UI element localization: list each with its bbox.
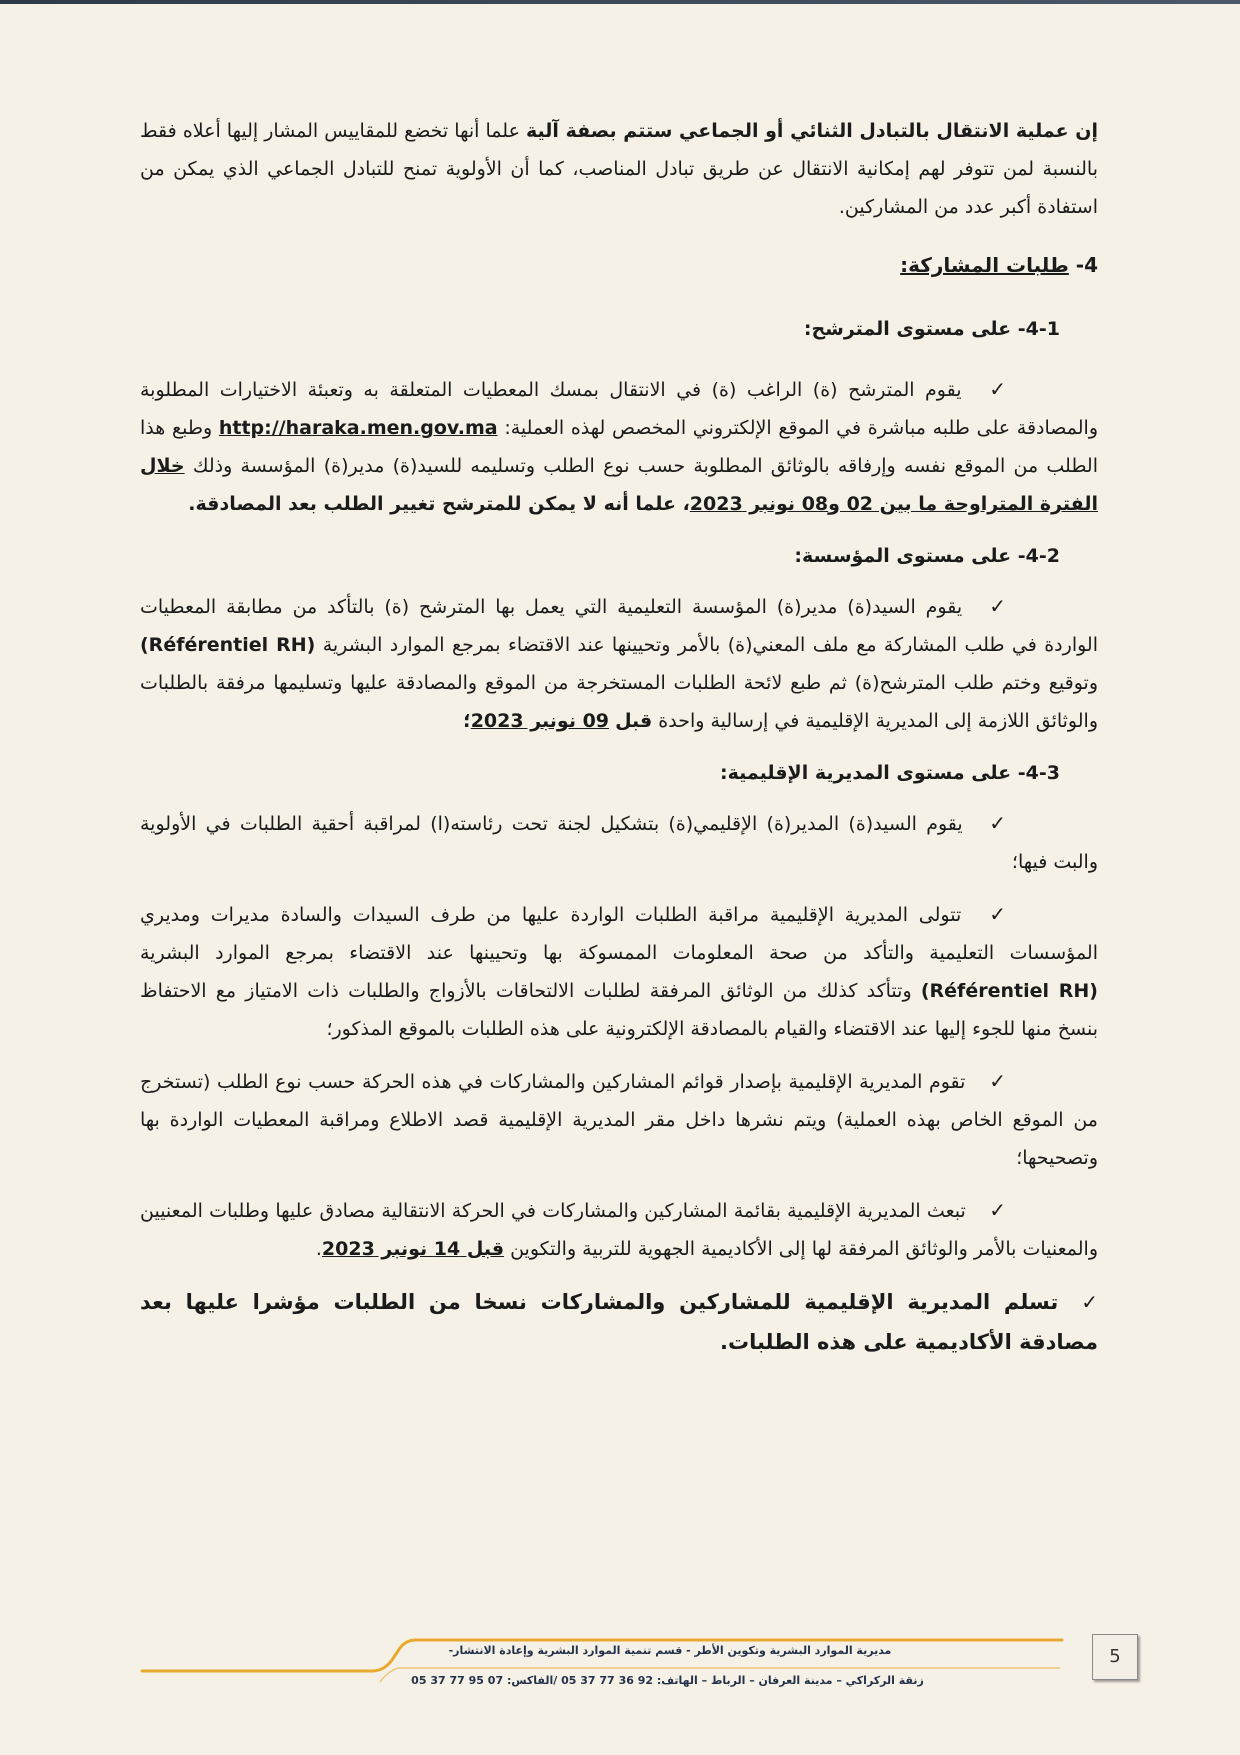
directorate-item-1	[140, 804, 1098, 881]
check-icon: ✓	[989, 377, 1006, 401]
haraka-link[interactable]: http://haraka.men.gov.ma	[218, 417, 498, 439]
check-icon: ✓	[1081, 1290, 1098, 1314]
candidate-text-c: ، علما أنه لا يمكن للمترشح تغيير الطلب بعد المصادقة.	[188, 493, 690, 515]
institution-deadline: 09 نونبر 2023	[470, 710, 610, 732]
intro-paragraph	[140, 112, 1098, 226]
institution-end: ؛	[463, 710, 471, 732]
check-icon: ✓	[989, 811, 1006, 835]
footer-address: زنقة الركراكي – مدينة العرفان – الرباط – الهاتف: 92 36 77 37 05 /الفاكس: 07 95 77 37 05	[411, 1674, 924, 1687]
directorate-heading: 4-3- على مستوى المديرية الإقليمية:	[719, 762, 1060, 784]
section-title: طلبات المشاركة:	[900, 253, 1069, 277]
candidate-text-a: يقوم المترشح (ة) الراغب (ة) في الانتقال بمسك المعطيات المتعلقة به وتعبئة الاختيارات المطلوبة والمصادقة على طلبه مباشرة في الموقع الإلكتروني المخصص لهذه العملية:	[140, 379, 1099, 439]
check-icon: ✓	[989, 902, 1006, 926]
institution-heading: 4-2- على مستوى المؤسسة:	[794, 545, 1060, 567]
intro-rest: علما أنها تخضع للمقاييس المشار إليها أعلاه فقط بالنسبة لمن تتوفر لهم إمكانية الانتقال عن طريق تبادل المناصب، كما أن الأولوية تمنح للتبادل الجماعي الذي يمكن من استفادة أكبر عدد من المشاركين.	[140, 120, 1098, 218]
directorate-item4-deadline: قبل 14 نونبر 2023	[321, 1238, 505, 1260]
page-number: 5	[1092, 1634, 1138, 1680]
directorate-item-2	[140, 895, 1098, 1048]
institution-item	[140, 587, 1098, 740]
candidate-item	[140, 370, 1098, 523]
directorate-item-5	[140, 1282, 1098, 1362]
candidate-text-b: وطبع هذا الطلب من الموقع نفسه وإرفاقه بالوثائق المطلوبة حسب نوع الطلب وتسليمه للسيد(ة) مدير(ة) المؤسسة وذلك	[140, 417, 1098, 477]
document-body	[140, 112, 1098, 1376]
directorate-item2-text-a: تتولى المديرية الإقليمية مراقبة الطلبات الواردة عليها من طرف السيدات والسادة مديرات ومديري المؤسسات التعليمية والتأكد من صحة المعلومات الممسوكة بها وتحيينها عند الاقتضاء بمرجع الموارد البشرية	[140, 904, 1098, 964]
directorate-item-4	[140, 1191, 1098, 1268]
intro-lead: إن عملية الانتقال بالتبادل الثنائي أو الجماعي ستتم بصفة آلية	[526, 120, 1099, 142]
section-number: 4-	[1075, 253, 1098, 277]
page-footer	[0, 1630, 1240, 1740]
directorate-item-3	[140, 1062, 1098, 1177]
candidate-period: خلال الفترة المتراوحة ما بين 02 و08 نونبر 2023	[140, 455, 1098, 515]
check-icon: ✓	[989, 594, 1007, 618]
check-icon: ✓	[989, 1069, 1006, 1093]
institution-deadline-prefix: قبل	[615, 710, 653, 732]
referentiel-rh: (Référentiel RH)	[920, 980, 1098, 1002]
top-border	[0, 0, 1240, 4]
candidate-heading: 4-1- على مستوى المترشح:	[803, 318, 1060, 340]
directorate-item2-text-b: وتتأكد كذلك من الوثائق المرفقة لطلبات الالتحاقات بالأزواج والطلبات ذات الامتياز مع الاحتفاظ بنسخ منها للجوء إليها عند الاقتضاء والقيام بالمصادقة الإلكترونية على هذه الطلبات بالموقع المذكور؛	[140, 980, 1098, 1040]
check-icon: ✓	[989, 1198, 1007, 1222]
referentiel-rh: (Référentiel RH)	[140, 634, 316, 656]
footer-department: مديرية الموارد البشرية وتكوين الأطر - قسم تنمية الموارد البشرية وإعادة الانتشار-	[448, 1644, 892, 1657]
directorate-item4-text: تبعث المديرية الإقليمية بقائمة المشاركين والمشاركات في الحركة الانتقالية مصادق عليها وطلبات المعنيين والمعنيات بالأمر والوثائق المرفقة لها إلى الأكاديمية الجهوية للتربية والتكوين	[140, 1200, 1098, 1260]
directorate-item5-text: تسلم المديرية الإقليمية للمشاركين والمشاركات نسخا من الطلبات مؤشرا عليها بعد مصادقة الأكاديمية على هذه الطلبات.	[140, 1290, 1098, 1354]
section-heading	[140, 246, 1098, 284]
institution-text-b: وتوقيع وختم طلب المترشح(ة) ثم طبع لائحة الطلبات المستخرجة من الموقع والمصادقة عليها وتسليمها مرفقة بالطلبات والوثائق اللازمة إلى المديرية الإقليمية في إرسالية واحدة	[140, 672, 1098, 732]
directorate-item4-end: .	[315, 1238, 322, 1260]
directorate-item1-text: يقوم السيد(ة) المدير(ة) الإقليمي(ة) بتشكيل لجنة تحت رئاسته(ا) لمراقبة أحقية الطلبات في الأولوية والبت فيها؛	[140, 813, 1098, 873]
directorate-item3-text: تقوم المديرية الإقليمية بإصدار قوائم المشاركين والمشاركات في هذه الحركة حسب نوع الطلب (تستخرج من الموقع الخاص بهذه العملية) ويتم نشرها داخل مقر المديرية الإقليمية قصد الاطلاع ومراقبة المعطيات الواردة بها وتصحيحها؛	[140, 1071, 1098, 1169]
institution-text-a: يقوم السيد(ة) مدير(ة) المؤسسة التعليمية التي يعمل بها المترشح (ة) بالتأكد من مطابقة المعطيات الواردة في طلب المشاركة مع ملف المعني(ة) بالأمر وتحيينها عند الاقتضاء بمرجع الموارد البشرية	[140, 596, 1098, 656]
